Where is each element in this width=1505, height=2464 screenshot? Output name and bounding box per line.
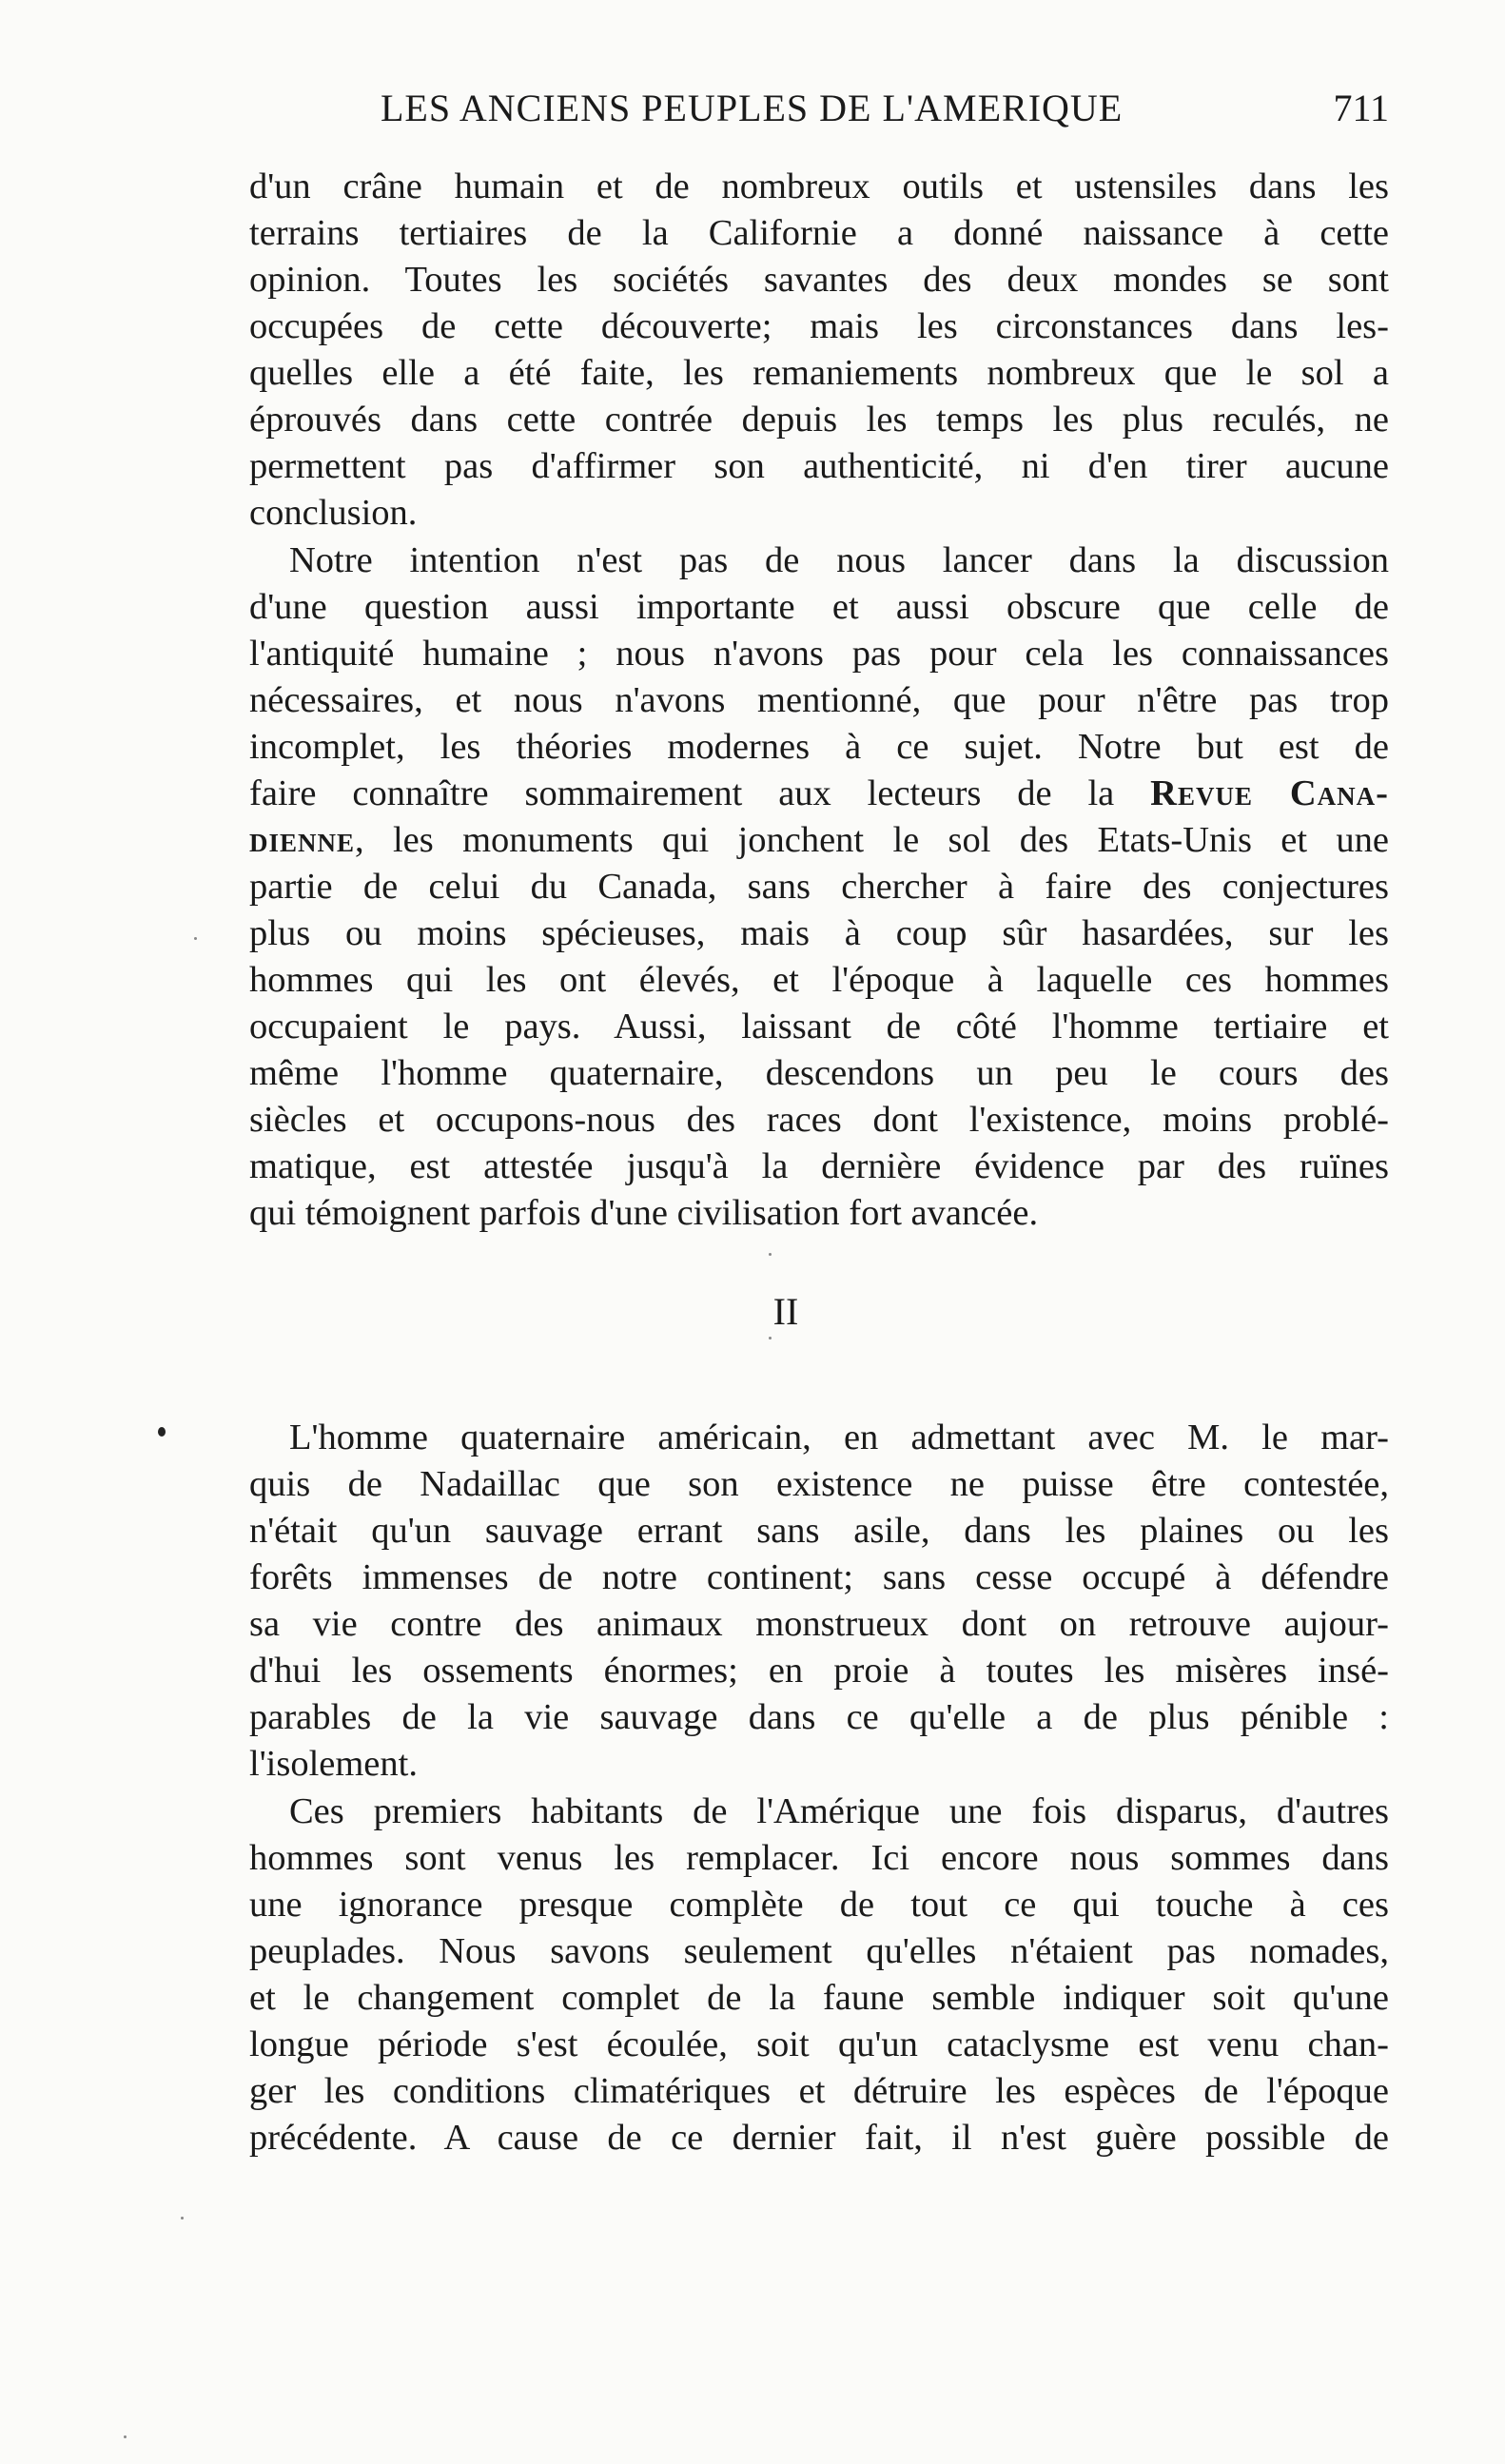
text-line: l'antiquité humaine ; nous n'avons pas pour cela les connaissances — [249, 634, 1389, 674]
text-line: nécessaires, et nous n'avons mentionné, que pour n'être pas trop — [249, 680, 1389, 720]
paragraph-quaternary-man — [249, 1415, 1389, 1788]
text-line: quis de Nadaillac que son existence ne puisse être contestée, — [249, 1464, 1389, 1504]
journal-name: dienne — [249, 820, 356, 860]
text-line: parables de la vie sauvage dans ce qu'elle a de plus pénible : — [249, 1697, 1389, 1737]
margin-ink-mark — [158, 1427, 166, 1437]
text-line: occupaient le pays. Aussi, laissant de côté l'homme tertiaire et — [249, 1007, 1389, 1046]
text-line: conclusion. — [249, 493, 418, 533]
ink-speck — [769, 1337, 772, 1340]
ink-speck — [181, 2217, 184, 2220]
text-line: hommes qui les ont élevés, et l'époque à laquelle ces hommes — [249, 960, 1389, 1000]
text-line: n'était qu'un sauvage errant sans asile, dans les plaines ou les — [249, 1511, 1389, 1551]
text-line: peuplades. Nous savons seulement qu'elles n'étaient pas nomades, — [249, 1931, 1389, 1971]
text-line: L'homme quaternaire américain, en admettant avec M. le mar- — [289, 1418, 1389, 1457]
text-line: partie de celui du Canada, sans chercher à faire des conjectures — [249, 867, 1389, 907]
text-line: occupées de cette découverte; mais les circonstances dans les- — [249, 306, 1389, 346]
text-line: même l'homme quaternaire, descendons un peu le cours des — [249, 1053, 1389, 1093]
text-line: éprouvés dans cette contrée depuis les temps les plus reculés, ne — [249, 400, 1389, 440]
text-line: incomplet, les théories modernes à ce sujet. Notre but est de — [249, 727, 1389, 767]
text-line — [249, 817, 1389, 864]
text-line: siècles et occupons-nous des races dont l'existence, moins problé- — [249, 1100, 1389, 1140]
text-line: Ces premiers habitants de l'Amérique une fois disparus, d'autres — [289, 1791, 1389, 1831]
ink-speck — [769, 1253, 772, 1256]
text-line — [249, 771, 1389, 817]
text-line: plus ou moins spécieuses, mais à coup sûr hasardées, sur les — [249, 913, 1389, 953]
section-heading: II — [772, 1290, 799, 1333]
text-line: qui témoignent parfois d'une civilisation fort avancée. — [249, 1193, 1039, 1233]
page-header — [247, 86, 1389, 143]
text-line: terrains tertiaires de la Californie a donné naissance à cette — [249, 213, 1389, 253]
text-line: hommes sont venus les remplacer. Ici encore nous sommes dans — [249, 1838, 1389, 1878]
text-line: d'hui les ossements énormes; en proie à toutes les misères insé- — [249, 1651, 1389, 1691]
text-line: ger les conditions climatériques et détruire les espèces de l'époque — [249, 2071, 1389, 2111]
journal-name: Revue Cana- — [1150, 773, 1389, 813]
page-number: 711 — [1333, 87, 1389, 129]
text-line: matique, est attestée jusqu'à la dernière évidence par des ruïnes — [249, 1146, 1389, 1186]
line-text: , les monuments qui jonchent le sol des Etats-Unis et une — [355, 820, 1389, 860]
text-line: forêts immenses de notre continent; sans cesse occupé à défendre — [249, 1557, 1389, 1597]
text-line: d'une question aussi importante et aussi obscure que celle de — [249, 587, 1389, 627]
line-text: faire connaître sommairement aux lecteurs de la — [249, 773, 1151, 813]
text-line: quelles elle a été faite, les remaniements nombreux que le sol a — [249, 353, 1389, 393]
text-line: sa vie contre des animaux monstrueux dont on retrouve aujour- — [249, 1604, 1389, 1644]
text-line: d'un crâne humain et de nombreux outils et ustensiles dans les — [249, 166, 1389, 206]
text-line: et le changement complet de la faune semble indiquer soit qu'une — [249, 1978, 1389, 2018]
text-line: longue période s'est écoulée, soit qu'un cataclysme est venu chan- — [249, 2024, 1389, 2064]
paragraph-first-inhabitants — [249, 1789, 1389, 2161]
text-line: permettent pas d'affirmer son authenticité, ni d'en tirer aucune — [249, 446, 1389, 486]
ink-speck — [194, 937, 197, 940]
paragraph-continuation — [249, 164, 1389, 537]
text-line: précédente. A cause de ce dernier fait, il n'est guère possible de — [249, 2118, 1389, 2158]
ink-speck — [124, 2435, 127, 2438]
text-line: opinion. Toutes les sociétés savantes des deux mondes se sont — [249, 260, 1389, 300]
text-line: Notre intention n'est pas de nous lancer dans la discussion — [289, 540, 1389, 580]
paragraph-intention — [249, 538, 1389, 1237]
text-line: l'isolement. — [249, 1744, 418, 1784]
text-line: une ignorance presque complète de tout ce qui touche à ces — [249, 1885, 1389, 1925]
running-title: LES ANCIENS PEUPLES DE L'AMERIQUE — [381, 87, 1124, 129]
